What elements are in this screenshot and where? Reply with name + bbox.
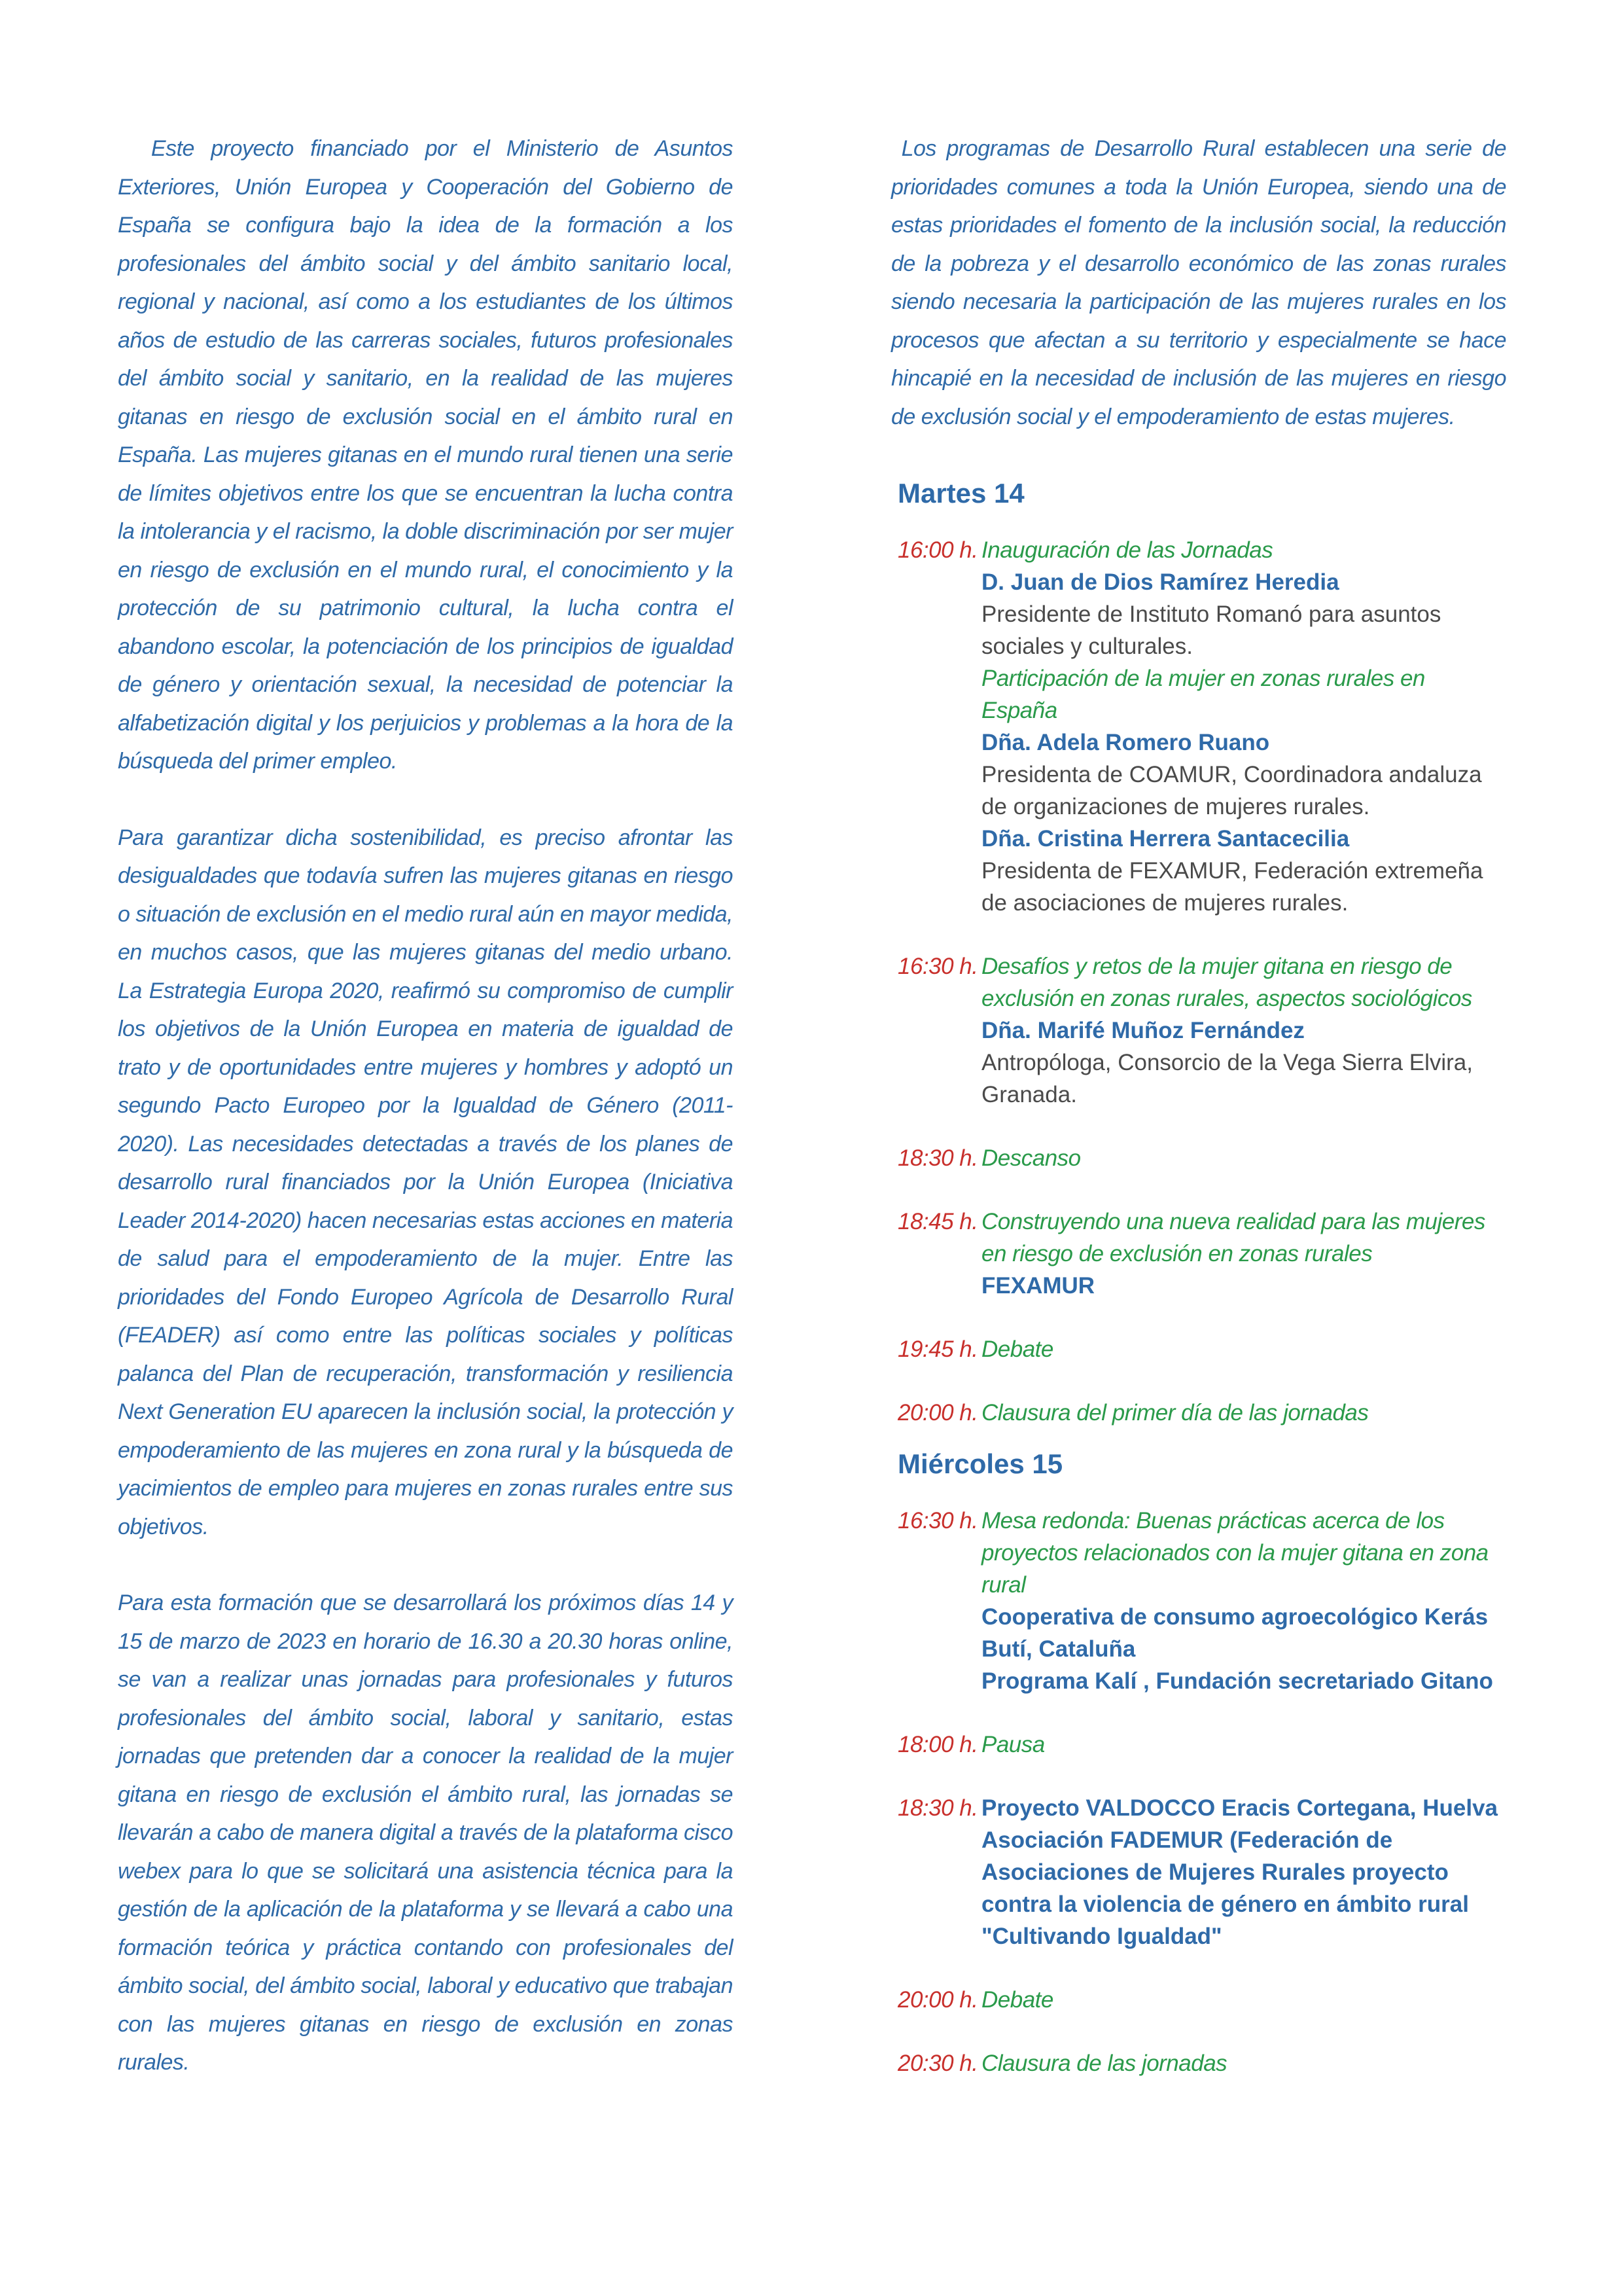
sustainability-paragraph: Para garantizar dicha sostenibilidad, es preciso afrontar las desigualdades que todavía sufren las mujeres gitanas en riesgo o situación de exclusión en el medio rural aún en mayor medida, en muchos casos, que las mujeres gitanas del medio urbano. La Estrategia Europa 2020, reafirmó su compromiso de cumplir los objetivos de la Unión Europea en materia de igualdad de trato y de oportunidades entre mujeres y hombres y adoptó un segundo Pacto Europeo por la Igualdad de Género (2011-2020). Las necesidades detectadas a través de los planes de desarrollo rural financiados por la Unión Europea (Iniciativa Leader 2014-2020) hacen necesarias estas acciones en materia de salud para el empoderamiento de la mujer. Entre las prioridades del Fondo Europeo Agrícola de Desarrollo Rural (FEADER) así como entre las políticas sociales y políticas palanca del Plan de recuperación, transformación y resiliencia Next Generation EU aparecen la inclusión social, la protección y empoderamiento de las mujeres en zona rural y la búsqueda de yacimientos de empleo para mujeres en zonas rurales entre sus objetivos. [118,825,733,1539]
agenda-speaker: Dña. Marifé Muñoz Fernández [981,1018,1305,1043]
agenda-time: 16:00 h. [898,537,978,563]
day-heading-miercoles: Miércoles 15 [898,1448,1063,1479]
agenda-session: Debate [981,1336,1053,1362]
agenda-content [981,1397,1506,1429]
agenda-role: Antropóloga, Consorcio de la Vega Sierra Elvira, Granada. [981,1050,1473,1107]
agenda-time: 18:30 h. [898,1795,978,1821]
agenda-speaker: Cooperativa de consumo agroecológico Kerás Butí, Cataluña [981,1604,1489,1662]
right-column [891,130,1512,2079]
agenda-speaker: Programa Kalí , Fundación secretariado Gitano [981,1668,1493,1694]
agenda-content [981,1984,1506,2016]
rural-programs-paragraph: Los programas de Desarrollo Rural establecen una serie de prioridades comunes a toda la Unión Europea, siendo una de estas prioridades el fomento de la inclusión social, la reducción de la pobreza y el desarrollo económico de las zonas rurales siendo necesaria la participación de las mujeres rurales en los procesos que afectan a su territorio y especialmente se hace hincapié en la necesidad de inclusión de las mujeres en riesgo de exclusión social y el empoderamiento de estas mujeres. [891,136,1512,429]
agenda-item [898,950,1506,1111]
agenda-content [981,1729,1506,1761]
agenda-session: Clausura del primer día de las jornadas [981,1400,1369,1426]
agenda-content [981,1505,1506,1697]
agenda-time: 18:45 h. [898,1209,978,1234]
agenda-time: 20:30 h. [898,2051,978,2076]
agenda-content [981,1333,1506,1365]
agenda-session: Descanso [981,1145,1081,1171]
agenda-time: 16:30 h. [898,954,978,979]
agenda-time: 18:00 h. [898,1732,978,1757]
agenda-time: 20:00 h. [898,1400,978,1426]
agenda-speaker: Proyecto VALDOCCO Eracis Cortegana, Huelva [981,1795,1498,1821]
agenda-content [981,1792,1506,1952]
agenda-time: 19:45 h. [898,1336,978,1362]
agenda-item [898,1505,1506,1697]
agenda-speaker: Dña. Adela Romero Ruano [981,730,1270,755]
agenda-session: Mesa redonda: Buenas prácticas acerca de los proyectos relacionados con la mujer gitana en zona rural [981,1508,1489,1598]
agenda-item [898,1142,1506,1174]
agenda-role: Presidente de Instituto Romanó para asuntos sociales y culturales. [981,601,1441,659]
agenda-time: 18:30 h. [898,1145,978,1171]
agenda-role: Presidenta de COAMUR, Coordinadora andaluza de organizaciones de mujeres rurales. [981,762,1482,819]
agenda-content [981,950,1506,1111]
agenda-day-1 [891,534,1506,1429]
agenda-item [898,1333,1506,1365]
agenda-content [981,2047,1506,2079]
agenda-item [898,1397,1506,1429]
agenda-speaker: Dña. Cristina Herrera Santacecilia [981,826,1350,852]
agenda-item [898,2047,1506,2079]
intro-paragraph: Este proyecto financiado por el Ministerio de Asuntos Exteriores, Unión Europea y Cooperación del Gobierno de España se configura bajo la idea de la formación a los profesionales del ámbito social y del ámbito sanitario local, regional y nacional, así como a los estudiantes de los últimos años de estudio de las carreras sociales, futuros profesionales del ámbito social y sanitario, en la realidad de las mujeres gitanas en riesgo de exclusión social en el ámbito rural en España. Las mujeres gitanas en el mundo rural tienen una serie de límites objetivos entre los que se encuentran la lucha contra la intolerancia y el racismo, la doble discriminación por ser mujer en riesgo de exclusión en el mundo rural, el conocimiento y la protección de su patrimonio cultural, la lucha contra el abandono escolar, la potenciación de los principios de igualdad de género y orientación sexual, la necesidad de potenciar la alfabetización digital y los perjuicios y problemas a la hora de la búsqueda del primer empleo. [118,136,739,774]
agenda-content [981,534,1506,919]
agenda-day-2 [891,1505,1506,2079]
left-column [118,130,739,2082]
agenda-item [898,1792,1506,1952]
agenda-session: Participación de la mujer en zonas rurales en España [981,666,1425,723]
agenda-speaker: FEXAMUR [981,1273,1095,1299]
agenda-item [898,1984,1506,2016]
agenda-session: Desafíos y retos de la mujer gitana en riesgo de exclusión en zonas rurales, aspectos sociológicos [981,954,1472,1011]
agenda-speaker: D. Juan de Dios Ramírez Heredia [981,569,1339,595]
agenda-session: Pausa [981,1732,1045,1757]
agenda-session: Construyendo una nueva realidad para las mujeres en riesgo de exclusión en zonas rurales [981,1209,1485,1266]
agenda-item [898,1729,1506,1761]
agenda-time: 20:00 h. [898,1987,978,2013]
agenda-content [981,1142,1506,1174]
agenda-session: Clausura de las jornadas [981,2051,1227,2076]
agenda-item [898,1206,1506,1302]
agenda-item [898,534,1506,919]
agenda-time: 16:30 h. [898,1508,978,1534]
day-heading-martes: Martes 14 [898,478,1025,509]
agenda-content [981,1206,1506,1302]
agenda-session: Inauguración de las Jornadas [981,537,1273,563]
agenda-speaker: Asociación FADEMUR (Federación de Asociaciones de Mujeres Rurales proyecto contra la violencia de género en ámbito rural "Cultivando Igualdad" [981,1827,1469,1949]
agenda-role: Presidenta de FEXAMUR, Federación extremeña de asociaciones de mujeres rurales. [981,858,1483,916]
agenda-session: Debate [981,1987,1053,2013]
training-paragraph: Para esta formación que se desarrollará los próximos días 14 y 15 de marzo de 2023 en horario de 16.30 a 20.30 horas online, se van a realizar unas jornadas para profesionales y futuros profesionales del ámbito social, laboral y sanitario, estas jornadas que pretenden dar a conocer la realidad de la mujer gitana en riesgo de exclusión el ámbito rural, las jornadas se llevarán a cabo de manera digital a través de la plataforma cisco webex para lo que se solicitará una asistencia técnica para la gestión de la aplicación de la plataforma y se llevará a cabo una formación teórica y práctica contando con profesionales del ámbito social, del ámbito social, laboral y educativo que trabajan con las mujeres gitanas en riesgo de exclusión en zonas rurales. [118,1590,733,2075]
